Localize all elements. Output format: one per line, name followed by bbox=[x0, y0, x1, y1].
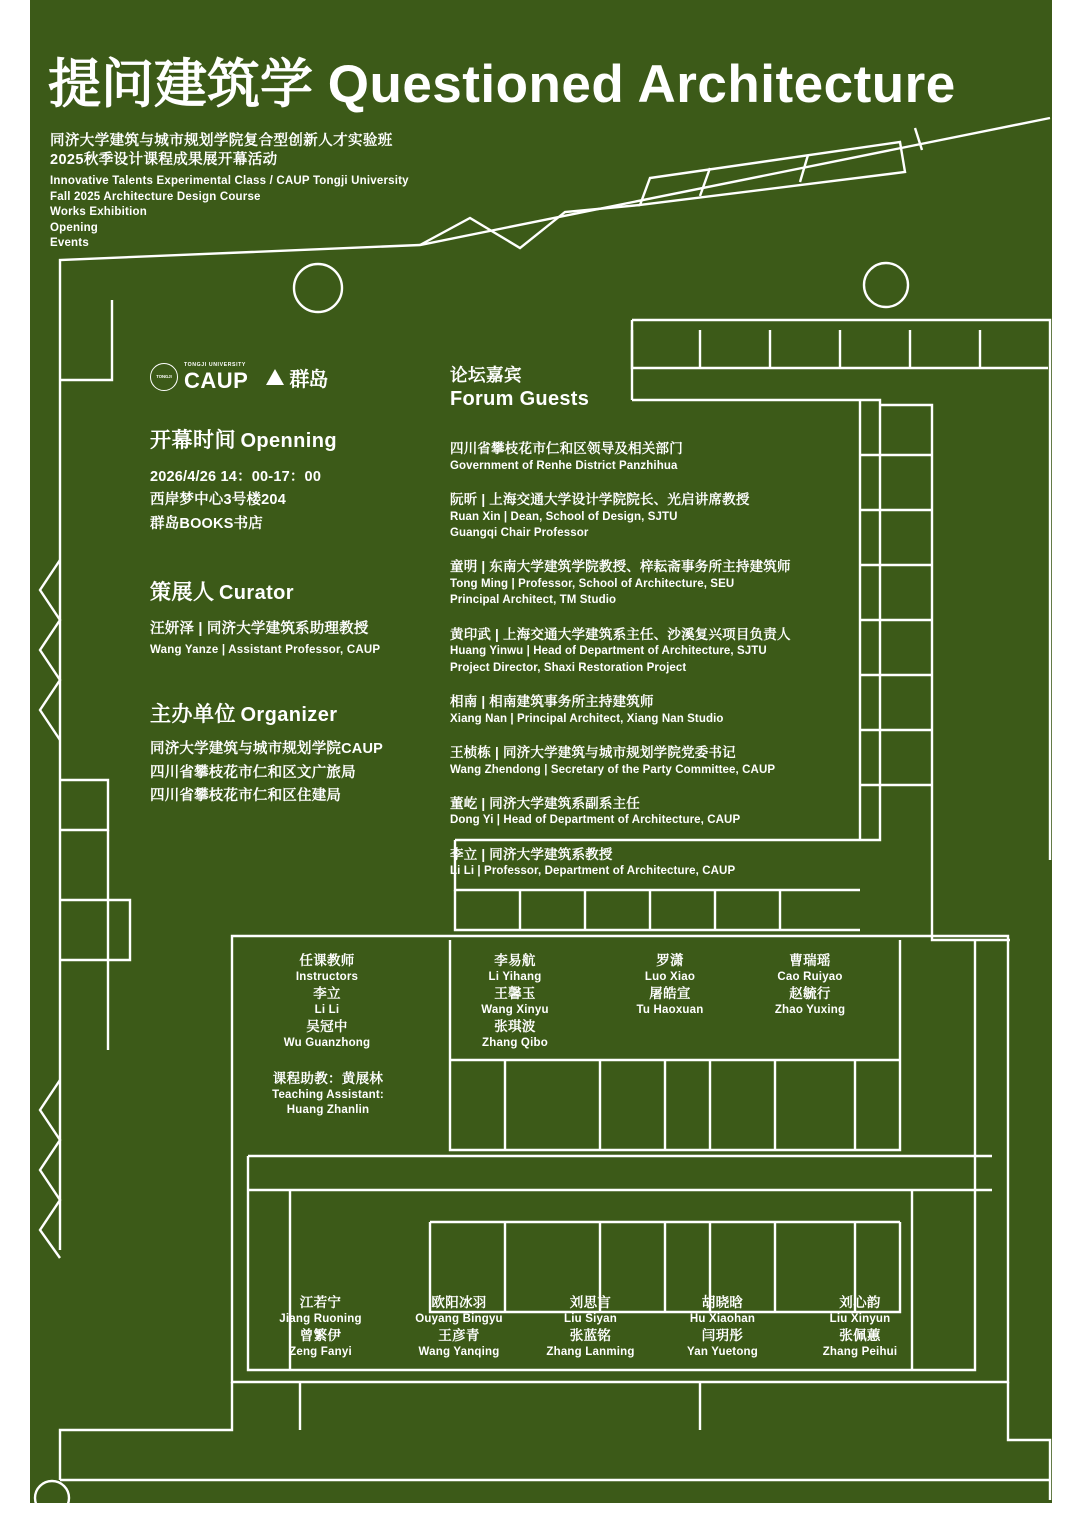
guest-entry bbox=[450, 795, 870, 829]
subtitle-en-4: Opening bbox=[50, 221, 99, 234]
guest-name-cn: 王桢栋 | 同济大学建筑与城市规划学院党委书记 bbox=[450, 744, 736, 760]
opening-section bbox=[150, 424, 430, 536]
guest-name-en: Huang Yinwu | Head of Department of Architecture, SJTU bbox=[450, 645, 767, 658]
student-name-cn: 屠皓宣 bbox=[649, 985, 691, 1001]
guest-name-cn: 黄印武 | 上海交通大学建筑系主任、沙溪复兴项目负责人 bbox=[450, 626, 791, 642]
guest-name-cn: 相南 | 相南建筑事务所主持建筑师 bbox=[450, 694, 654, 710]
page-title bbox=[48, 42, 956, 118]
student-name-cn: 闫玥彤 bbox=[701, 1327, 744, 1343]
forum-guests-section bbox=[450, 362, 870, 880]
organizer-item: 四川省攀枝花市仁和区文广旅局 bbox=[150, 764, 356, 781]
guest-name-en: Xiang Nan | Principal Architect, Xiang Nan Studio bbox=[450, 712, 724, 725]
guest-name-cn: 四川省攀枝花市仁和区领导及相关部门 bbox=[450, 441, 683, 456]
teaching-assistant-block bbox=[248, 1070, 408, 1118]
student-name-en: Tu Haoxuan bbox=[636, 1003, 704, 1016]
subtitle-en-5: Events bbox=[50, 237, 89, 250]
guest-name-en: Ruan Xin | Dean, School of Design, SJTU bbox=[450, 510, 678, 523]
qundao-logo-text: 群岛 bbox=[289, 368, 328, 391]
caup-logo-toptext: TONGJI UNIVERSITY bbox=[184, 362, 246, 368]
curator-name-en: Wang Yanze | Assistant Professor, CAUP bbox=[150, 643, 381, 656]
organizer-item: 四川省攀枝花市仁和区住建局 bbox=[150, 788, 342, 804]
instructors-label-en: Instructors bbox=[295, 970, 359, 983]
curator-name-cn: 汪妍泽 | 同济大学建筑系助理教授 bbox=[150, 621, 369, 638]
caup-logo bbox=[150, 362, 248, 392]
student-name-cn: 张佩蕙 bbox=[839, 1327, 881, 1343]
student-group-bottom-2 bbox=[384, 1294, 534, 1360]
forum-heading-cn: 论坛嘉宾 bbox=[450, 365, 522, 385]
instructor-name-cn: 李立 bbox=[313, 985, 341, 1001]
triangle-icon bbox=[266, 369, 284, 385]
student-group-bottom-4 bbox=[650, 1294, 795, 1360]
student-group-top-1 bbox=[440, 952, 590, 1051]
student-name-cn: 张蓝铭 bbox=[569, 1327, 612, 1343]
guest-name-cn: 董屹 | 同济大学建筑系副系主任 bbox=[450, 795, 640, 811]
student-name-en: Luo Xiao bbox=[644, 970, 696, 983]
page-margin-right bbox=[1052, 0, 1080, 1529]
organizer-item: 同济大学建筑与城市规划学院CAUP bbox=[150, 741, 383, 758]
student-name-cn: 曾繁伊 bbox=[299, 1327, 342, 1343]
curator-heading-cn: 策展人 bbox=[150, 581, 215, 605]
subtitle-en-2: Fall 2025 Architecture Design Course bbox=[50, 190, 261, 203]
guest-name-en-2: Guangqi Chair Professor bbox=[450, 526, 589, 539]
student-name-en: Wang Yanqing bbox=[418, 1345, 500, 1358]
organizer-heading-en: Organizer bbox=[240, 704, 338, 727]
guest-name-en-2: Principal Architect, TM Studio bbox=[450, 594, 617, 607]
student-name-en: Yan Yuetong bbox=[686, 1345, 758, 1358]
student-name-en: Ouyang Bingyu bbox=[415, 1312, 503, 1325]
guest-entry bbox=[450, 626, 870, 676]
opening-heading-cn: 开幕时间 bbox=[150, 429, 236, 452]
student-group-top-3 bbox=[740, 952, 880, 1018]
student-name-cn: 张琪波 bbox=[494, 1018, 536, 1034]
student-group-bottom-5 bbox=[785, 1294, 935, 1360]
page-margin-left bbox=[0, 0, 30, 1529]
student-name-cn: 王馨玉 bbox=[494, 985, 536, 1001]
student-name-en: Jiang Ruoning bbox=[279, 1312, 362, 1325]
student-name-en: Zhang Peihui bbox=[822, 1345, 898, 1358]
student-group-bottom-3 bbox=[518, 1294, 663, 1360]
student-group-top-2 bbox=[600, 952, 740, 1018]
student-name-cn: 赵毓行 bbox=[789, 985, 831, 1001]
title-cn: 提问建筑学 bbox=[48, 55, 313, 114]
guest-name-en: Dong Yi | Head of Department of Architecture, CAUP bbox=[450, 814, 741, 827]
subtitle-cn-1: 同济大学建筑与城市规划学院复合型创新人才实验班 bbox=[50, 133, 393, 149]
curator-heading-en: Curator bbox=[218, 582, 294, 605]
subtitle-cn-2: 2025秋季设计课程成果展开幕活动 bbox=[50, 152, 278, 169]
guest-name-en: Government of Renhe District Panzhihua bbox=[450, 459, 678, 472]
instructors-label-cn: 任课教师 bbox=[299, 953, 355, 968]
guest-entry bbox=[450, 693, 870, 727]
student-name-en: Zhang Qibo bbox=[482, 1036, 548, 1049]
student-name-cn: 曹瑞瑶 bbox=[789, 953, 831, 968]
instructor-name-en: Wu Guanzhong bbox=[283, 1036, 371, 1049]
qundao-logo bbox=[266, 363, 327, 392]
instructor-name-en: Li Li bbox=[314, 1003, 340, 1016]
student-name-cn: 刘心韵 bbox=[839, 1295, 881, 1310]
student-name-en: Liu Siyan bbox=[564, 1312, 617, 1325]
student-name-cn: 罗潇 bbox=[656, 953, 684, 968]
guest-name-en: Tong Ming | Professor, School of Architecture, SEU bbox=[450, 577, 735, 590]
info-column bbox=[150, 424, 430, 814]
opening-venue: 群岛BOOKS书店 bbox=[150, 515, 263, 532]
subtitle-block bbox=[50, 132, 409, 252]
page-margin-bottom bbox=[0, 1503, 1080, 1529]
ta-label-en: Teaching Assistant: bbox=[272, 1088, 384, 1101]
student-name-en: Hu Xiaohan bbox=[689, 1312, 756, 1325]
guest-name-cn: 童明 | 东南大学建筑学院教授、梓耘斋事务所主持建筑师 bbox=[450, 559, 791, 575]
organizer-section bbox=[150, 698, 430, 808]
student-name-cn: 刘思言 bbox=[569, 1295, 612, 1310]
student-name-en: Zhang Lanming bbox=[546, 1345, 635, 1358]
curator-section bbox=[150, 576, 430, 658]
guest-name-en-2: Project Director, Shaxi Restoration Project bbox=[450, 661, 687, 674]
student-name-en: Cao Ruiyao bbox=[777, 970, 843, 983]
opening-address: 西岸梦中心3号楼204 bbox=[150, 492, 286, 509]
organizer-heading-cn: 主办单位 bbox=[150, 703, 236, 727]
guest-name-cn: 李立 | 同济大学建筑系教授 bbox=[450, 846, 613, 862]
title-en: Questioned Architecture bbox=[327, 55, 956, 114]
guest-entry bbox=[450, 744, 870, 778]
student-name-cn: 江若宁 bbox=[299, 1295, 342, 1310]
forum-heading-en: Forum Guests bbox=[450, 388, 590, 410]
logo-row bbox=[150, 362, 327, 392]
subtitle-en-1: Innovative Talents Experimental Class / CAUP Tongji University bbox=[50, 175, 409, 188]
guest-entry bbox=[450, 846, 870, 880]
instructors-block bbox=[252, 952, 402, 1051]
ta-name-en: Huang Zhanlin bbox=[286, 1103, 370, 1116]
tongji-seal-icon bbox=[150, 363, 178, 391]
guest-name-en: Li Li | Professor, Department of Architecture, CAUP bbox=[450, 865, 736, 878]
student-name-en: Zhao Yuxing bbox=[774, 1003, 846, 1016]
subtitle-en-block bbox=[50, 174, 409, 252]
opening-heading-en: Openning bbox=[240, 430, 337, 452]
tongji-seal-label: TONGJI bbox=[156, 373, 172, 379]
guest-name-en: Wang Zhendong | Secretary of the Party Committee, CAUP bbox=[450, 763, 776, 776]
instructor-name-cn: 吴冠中 bbox=[306, 1018, 348, 1034]
student-name-en: Li Yihang bbox=[488, 970, 542, 983]
student-name-cn: 王彦青 bbox=[438, 1327, 480, 1343]
subtitle-en-3: Works Exhibition bbox=[50, 206, 147, 219]
student-name-cn: 胡晓晗 bbox=[701, 1295, 744, 1310]
guest-entry bbox=[450, 558, 870, 608]
ta-label-cn: 课程助教：黄展林 bbox=[272, 1071, 384, 1086]
student-name-cn: 欧阳冰羽 bbox=[431, 1295, 487, 1310]
guest-entry bbox=[450, 491, 870, 541]
guest-name-cn: 阮昕 | 上海交通大学设计学院院长、光启讲席教授 bbox=[450, 491, 750, 507]
student-name-en: Zeng Fanyi bbox=[289, 1345, 352, 1358]
student-group-bottom-1 bbox=[243, 1294, 398, 1360]
student-name-en: Wang Xinyu bbox=[481, 1003, 549, 1016]
opening-time: 2026/4/26 14：00-17：00 bbox=[150, 469, 322, 485]
student-name-cn: 李易航 bbox=[494, 953, 536, 968]
student-name-en: Liu Xinyun bbox=[829, 1312, 891, 1325]
caup-logo-text: CAUP bbox=[184, 368, 249, 393]
guest-entry bbox=[450, 440, 870, 474]
